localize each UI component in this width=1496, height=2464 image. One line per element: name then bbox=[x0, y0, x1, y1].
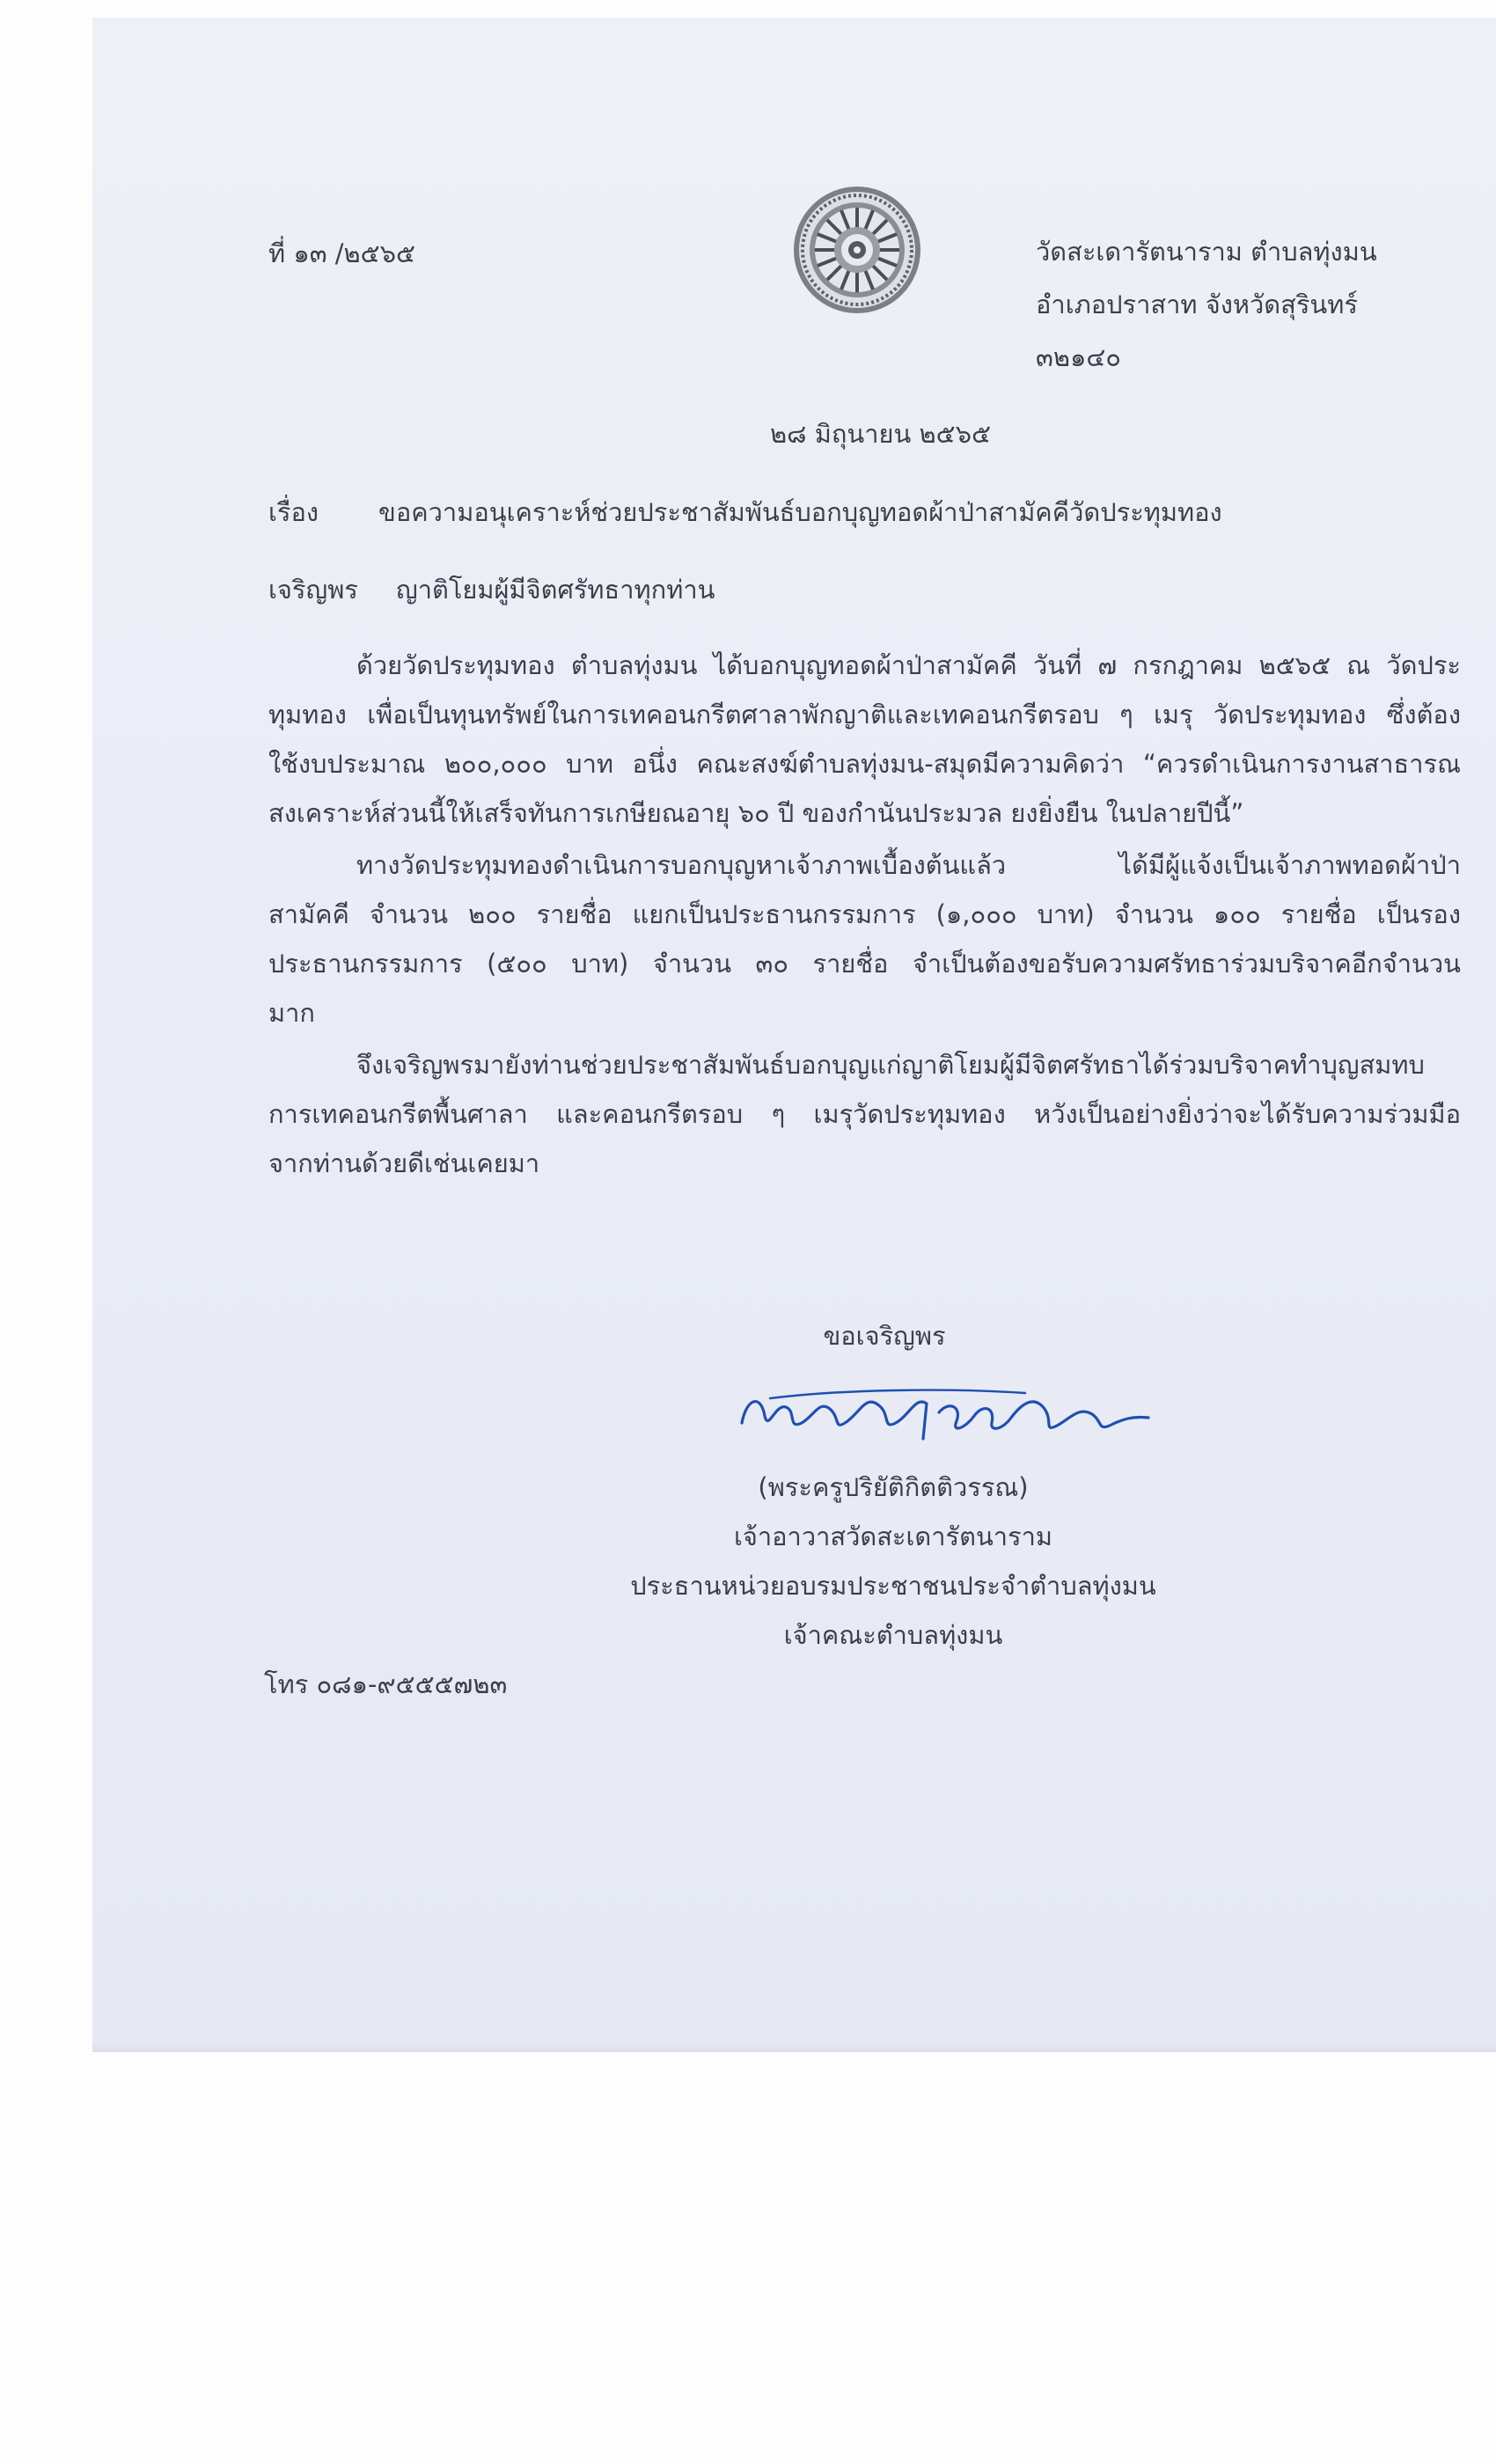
body-paragraph-1 bbox=[268, 641, 1461, 838]
signer-title-3: เจ้าคณะตำบลทุ่งมน bbox=[783, 1620, 1003, 1650]
subject-text: ขอความอนุเคราะห์ช่วยประชาสัมพันธ์บอกบุญทอดผ้าป่าสามัคคีวัดประทุมทอง bbox=[378, 497, 1222, 527]
salutation-label: เจริญพร bbox=[268, 575, 358, 605]
letter-paper bbox=[92, 18, 1496, 2052]
body-paragraph-2 bbox=[268, 840, 1461, 1038]
paragraph-line: ใช้งบประมาณ ๒๐๐,๐๐๐ บาท อนึ่ง คณะสงฆ์ตำบลทุ่งมน-สมุดมีความคิดว่า “ควรดำเนินการงานสาธารณ bbox=[268, 749, 1461, 779]
signer-title-2: ประธานหน่วยอบรมประชาชนประจำตำบลทุ่งมน bbox=[630, 1571, 1156, 1601]
paragraph-line: จากท่านด้วยดีเช่นเคยมา bbox=[268, 1148, 540, 1178]
handwritten-signature-icon bbox=[735, 1377, 1157, 1448]
paragraph-line: จึงเจริญพรมายังท่านช่วยประชาสัมพันธ์บอกบุญแก่ญาติโยมผู้มีจิตศรัทธาได้ร่วมบริจาคทำบุญสมทบ bbox=[356, 1050, 1425, 1080]
paragraph-line: การเทคอนกรีตพื้นศาลา และคอนกรีตรอบ ๆ เมรุวัดประทุมทอง หวังเป็นอย่างยิ่งว่าจะได้รับความร่วมมือ bbox=[268, 1099, 1461, 1129]
reference-number: ที่ ๑๓ /๒๕๖๕ bbox=[268, 238, 415, 268]
subject-label: เรื่อง bbox=[268, 497, 319, 527]
paragraph-line: ด้วยวัดประทุมทอง ตำบลทุ่งมน ได้บอกบุญทอดผ้าป่าสามัคคี วันที่ ๗ กรกฎาคม ๒๕๖๕ ณ วัดประ bbox=[356, 650, 1461, 680]
paragraph-line: ทางวัดประทุมทองดำเนินการบอกบุญหาเจ้าภาพเบื้องต้นแล้ว ได้มีผู้แจ้งเป็นเจ้าภาพทอดผ้าป่า bbox=[356, 850, 1461, 880]
salutation-text: ญาติโยมผู้มีจิตศรัทธาทุกท่าน bbox=[396, 575, 715, 605]
body-paragraph-3 bbox=[268, 1040, 1461, 1188]
contact-phone: โทร ๐๘๑-๙๕๕๕๗๒๓ bbox=[264, 1669, 508, 1699]
paragraph-line: ทุมทอง เพื่อเป็นทุนทรัพย์ในการเทคอนกรีตศาลาพักญาติและเทคอนกรีตรอบ ๆ เมรุ วัดประทุมทอง ซึ่งต้อง bbox=[268, 700, 1461, 730]
sender-postal-code: ๓๒๑๔๐ bbox=[1036, 342, 1121, 372]
signer-title-1: เจ้าอาวาสวัดสะเดารัตนาราม bbox=[733, 1522, 1053, 1551]
dharma-wheel-seal-icon bbox=[792, 185, 922, 315]
paragraph-line: สงเคราะห์ส่วนนี้ให้เสร็จทันการเกษียณอายุ ๖๐ ปี ของกำนันประมวล ยงยิ่งยืน ในปลายปีนี้” bbox=[268, 798, 1244, 828]
paragraph-line: มาก bbox=[268, 998, 315, 1028]
sender-address-line-2: อำเภอปราสาท จังหวัดสุรินทร์ bbox=[1036, 290, 1358, 319]
sender-address-line-1: วัดสะเดารัตนาราม ตำบลทุ่งมน bbox=[1036, 237, 1377, 267]
paragraph-line: ประธานกรรมการ (๕๐๐ บาท) จำนวน ๓๐ รายชื่อ จำเป็นต้องขอรับความศรัทธาร่วมบริจาคอีกจำนวน bbox=[268, 949, 1461, 979]
signer-name: (พระครูปริยัติกิตติวรรณ) bbox=[758, 1472, 1029, 1502]
letter-date: ๒๘ มิถุนายน ๒๕๖๕ bbox=[770, 419, 991, 449]
paragraph-line: สามัคคี จำนวน ๒๐๐ รายชื่อ แยกเป็นประธานกรรมการ (๑,๐๐๐ บาท) จำนวน ๑๐๐ รายชื่อ เป็นรอง bbox=[268, 899, 1461, 929]
closing-text: ขอเจริญพร bbox=[823, 1321, 946, 1351]
